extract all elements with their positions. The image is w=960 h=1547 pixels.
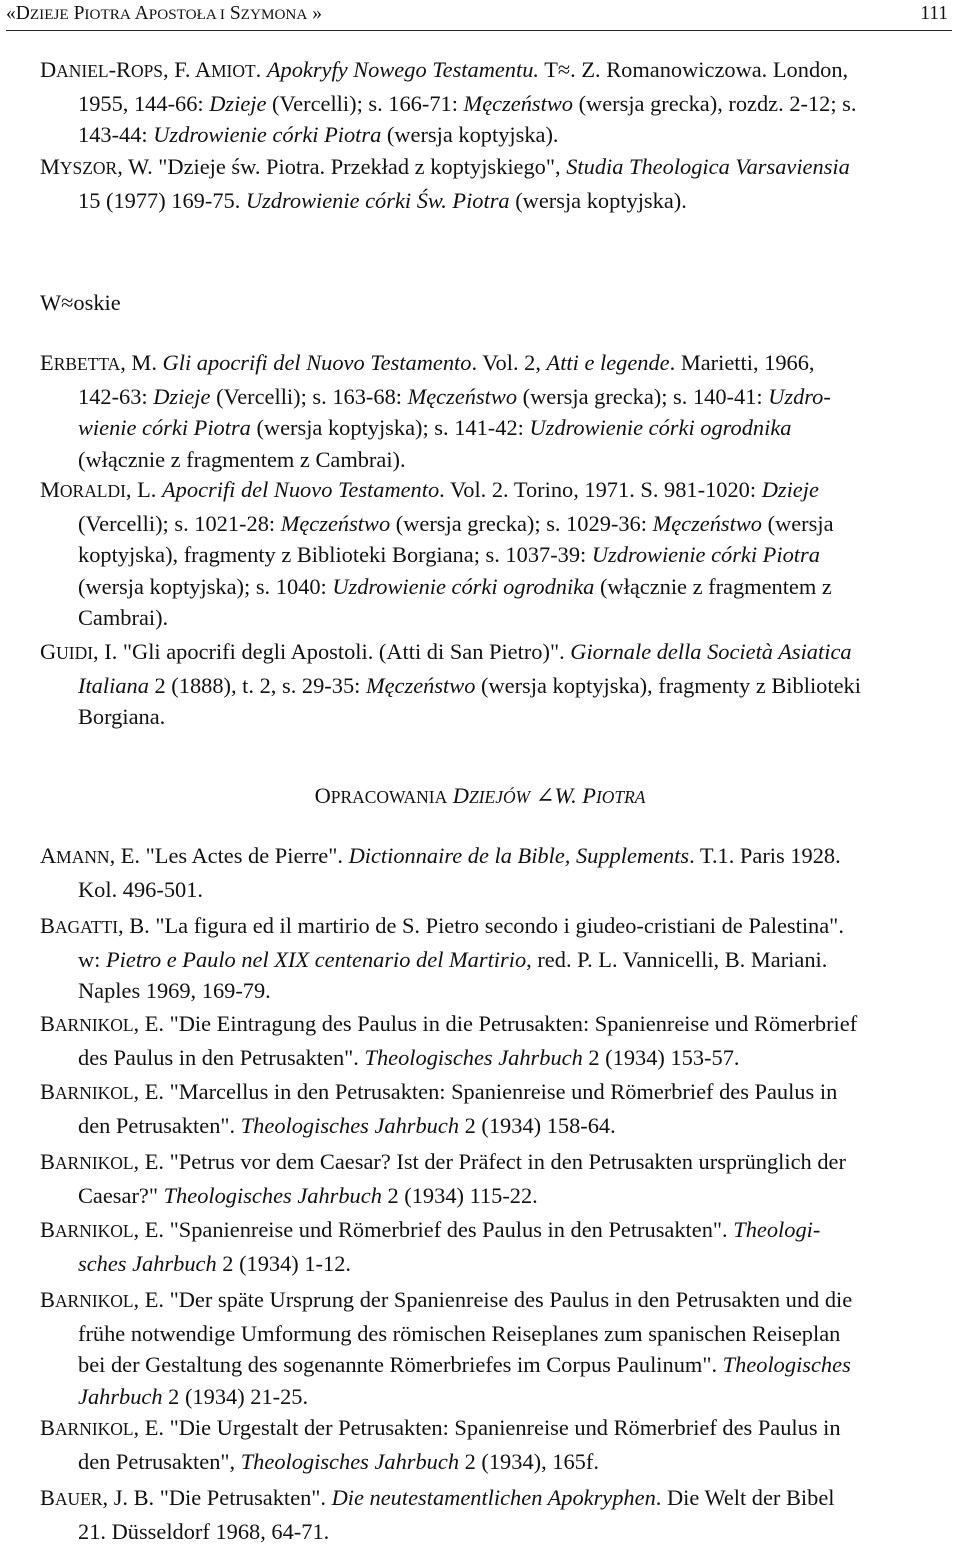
text: , E. "Der späte Ursprung der Spanienreise des Paulus in den Petrusakten und die xyxy=(134,1287,853,1312)
work-title: Pietro e Paulo nel XIX centenario del Martirio xyxy=(106,947,526,972)
entry-line xyxy=(40,944,952,976)
work-title: Męczeństwo xyxy=(366,673,475,698)
text: 15 (1977) 169-75. xyxy=(78,188,246,213)
author-initial: B xyxy=(40,1415,55,1440)
author-name: UIDI xyxy=(56,643,93,663)
entry-line xyxy=(40,1008,952,1042)
author-initial: , F. A xyxy=(163,57,211,82)
text: w: xyxy=(78,947,106,972)
author-initial: M xyxy=(40,477,60,502)
author-initial: B xyxy=(40,1011,55,1036)
entry-line xyxy=(40,910,952,944)
running-head-title xyxy=(6,0,322,29)
author-initial: -R xyxy=(109,57,131,82)
bibliography-entry-barnikol-eintragung xyxy=(40,1008,952,1073)
text: 2 (1934), 165f. xyxy=(459,1449,599,1474)
text: den Petrusakten". xyxy=(78,1113,241,1138)
work-title: Dzieje xyxy=(209,91,266,116)
work-title: Jahrbuch xyxy=(78,1384,163,1409)
heading-text: ∠W. P xyxy=(530,783,596,808)
heading-text: IOTRA xyxy=(596,787,646,807)
work-title: Studia Theologica Varsaviensia xyxy=(566,154,850,179)
text: , E. "Marcellus in den Petrusakten: Spanienreise und Römerbrief des Paulus in xyxy=(134,1079,838,1104)
work-title: Uzdro- xyxy=(768,384,831,409)
work-title: Apocrifi del Nuovo Testamento xyxy=(162,477,439,502)
text: den Petrusakten", xyxy=(78,1449,241,1474)
entry-line xyxy=(40,1248,952,1280)
work-title: Theologisches Jahrbuch xyxy=(241,1449,459,1474)
text: 143-44: xyxy=(78,122,153,147)
bibliography-entry-bauer xyxy=(40,1482,952,1547)
entry-line xyxy=(40,347,952,381)
entry-line xyxy=(40,185,952,217)
work-title: Męczeństwo xyxy=(653,511,762,536)
text: . Marietti, 1966, xyxy=(670,350,815,375)
author-initial: B xyxy=(40,1287,55,1312)
rh-text: ZIEJE xyxy=(30,6,69,23)
entry-line: (włącznie z fragmentem z Cambrai). xyxy=(40,444,952,476)
heading-text: O xyxy=(315,783,331,808)
text: 2 (1934) 158-64. xyxy=(459,1113,616,1138)
bibliography-entry-erbetta xyxy=(40,347,952,475)
bibliography-entry-myszor xyxy=(40,151,952,216)
bibliography-entry-barnikol-marcellus xyxy=(40,1076,952,1141)
work-title: Theologisches Jahrbuch xyxy=(164,1183,382,1208)
author-initial: G xyxy=(40,639,56,664)
author-name: ARNIKOL xyxy=(55,1291,134,1311)
work-title: Męczeństwo xyxy=(408,384,517,409)
author-name: ANIEL xyxy=(56,61,108,81)
text: , E. "Spanienreise und Römerbrief des Paulus in den Petrusakten". xyxy=(134,1217,734,1242)
author-initial: B xyxy=(40,1079,55,1104)
work-title: Theologisches xyxy=(723,1352,851,1377)
author-name: AUER xyxy=(55,1489,103,1509)
rh-text: S xyxy=(225,3,241,24)
text: , E. "Die Urgestalt der Petrusakten: Spanienreise und Römerbrief des Paulus in xyxy=(134,1415,841,1440)
bibliography-entry-barnikol-spanienreise xyxy=(40,1214,952,1279)
text: , M. xyxy=(120,350,162,375)
work-title: Męczeństwo xyxy=(281,511,390,536)
entry-line xyxy=(40,1214,952,1248)
entry-line xyxy=(40,381,952,413)
entry-line xyxy=(40,1042,952,1074)
text: , E. "Les Actes de Pierre". xyxy=(110,843,349,868)
entry-line xyxy=(40,1381,952,1413)
section-heading-opracowania xyxy=(0,780,960,814)
text: 1955, 144-66: xyxy=(78,91,209,116)
bibliography-entry-bagatti xyxy=(40,910,952,1007)
text: (wersja koptyjska). xyxy=(381,122,558,147)
bibliography-entry-guidi xyxy=(40,636,952,733)
text: T≈. Z. Romanowiczowa. London, xyxy=(539,57,848,82)
text: (wersja koptyjska), fragmenty z Biblioteki xyxy=(475,673,861,698)
text: 142-63: xyxy=(78,384,153,409)
entry-line xyxy=(40,571,952,603)
text: , B. "La figura ed il martirio de S. Pietro secondo i giudeo-cristiani de Palestina". xyxy=(118,913,844,938)
rh-text: ZYMONA xyxy=(241,6,308,23)
author-initial: A xyxy=(40,843,56,868)
author-name: ARNIKOL xyxy=(55,1083,134,1103)
text: (Vercelli); s. 163-68: xyxy=(210,384,407,409)
text: (Vercelli); s. 1021-28: xyxy=(78,511,281,536)
author-name: YSZOR xyxy=(60,158,117,178)
entry-line xyxy=(40,539,952,571)
work-title: Apokryfy Nowego Testamentu. xyxy=(267,57,539,82)
work-title: Uzdrowienie córki Piotra xyxy=(153,122,381,147)
entry-line xyxy=(40,1412,952,1446)
entry-line xyxy=(40,1146,952,1180)
text: des Paulus in den Petrusakten". xyxy=(78,1045,365,1070)
bibliography-entry-daniel-rops xyxy=(40,54,952,151)
author-initial: B xyxy=(40,1485,55,1510)
author-name: MANN xyxy=(56,847,109,867)
bibliography-entry-barnikol-petrus xyxy=(40,1146,952,1211)
bibliography-entry-barnikol-urgestalt xyxy=(40,1412,952,1477)
work-title: Uzdrowienie córki Św. Piotra xyxy=(246,188,510,213)
author-initial: B xyxy=(40,1217,55,1242)
text: , J. B. "Die Petrusakten". xyxy=(103,1485,332,1510)
work-title: Theologisches Jahrbuch xyxy=(241,1113,459,1138)
text: , E. "Petrus vor dem Caesar? Ist der Präfect in den Petrusakten ursprünglich der xyxy=(134,1149,846,1174)
text: (wersja grecka); s. 1029-36: xyxy=(390,511,652,536)
entry-line xyxy=(40,1284,952,1318)
work-title: Uzdrowienie córki ogrodnika xyxy=(529,415,791,440)
work-title: Uzdrowienie córki Piotra xyxy=(592,542,820,567)
text: (wersja xyxy=(762,511,834,536)
heading-text: PRACOWANIA xyxy=(331,787,447,807)
entry-line: frühe notwendige Umformung des römischen Reiseplanes zum spanischen Reiseplan xyxy=(40,1318,952,1350)
author-name: ARNIKOL xyxy=(55,1221,134,1241)
rh-text: A xyxy=(131,3,149,24)
text: 2 (1888), t. 2, s. 29-35: xyxy=(149,673,366,698)
rh-text: P xyxy=(69,3,85,24)
work-title: Italiana xyxy=(78,673,149,698)
entry-line xyxy=(40,1180,952,1212)
entry-line xyxy=(40,840,952,874)
entry-line xyxy=(40,1446,952,1478)
work-title: Gli apocrifi del Nuovo Testamento xyxy=(163,350,472,375)
author-name: ORALDI xyxy=(60,481,126,501)
work-title: Theologisches Jahrbuch xyxy=(365,1045,583,1070)
rh-text: » xyxy=(307,3,322,24)
heading-text: ZIEJÓW xyxy=(469,787,530,807)
entry-line: Kol. 496-501. xyxy=(40,874,952,906)
text: . Vol. 2, xyxy=(471,350,546,375)
text: (wersja koptyjska); s. 141-42: xyxy=(251,415,530,440)
author-name: RBETTA xyxy=(54,354,121,374)
work-title: Die neutestamentlichen Apokryphen xyxy=(332,1485,656,1510)
text: . T.1. Paris 1928. xyxy=(689,843,841,868)
author-initial: D xyxy=(40,57,56,82)
author-name: ARNIKOL xyxy=(55,1419,134,1439)
heading-text: D xyxy=(447,783,469,808)
author-initial: B xyxy=(40,1149,55,1174)
text: 2 (1934) 21-25. xyxy=(163,1384,309,1409)
text: 2 (1934) 1-12. xyxy=(217,1251,351,1276)
text: (wersja koptyjska); s. 1040: xyxy=(78,574,332,599)
rh-text: POSTOŁA I xyxy=(149,6,225,23)
text: bei der Gestaltung des sogenannte Römerbriefes im Corpus Paulinum". xyxy=(78,1352,723,1377)
entry-line xyxy=(40,636,952,670)
entry-line xyxy=(40,151,952,185)
rh-text: « xyxy=(6,3,16,24)
entry-line xyxy=(40,412,952,444)
text: , L. xyxy=(126,477,162,502)
work-title: Męczeństwo xyxy=(464,91,573,116)
running-head xyxy=(6,0,952,31)
work-title: Uzdrowienie córki ogrodnika xyxy=(332,574,594,599)
text: (wersja grecka); s. 140-41: xyxy=(517,384,768,409)
author-initial: B xyxy=(40,913,55,938)
bibliography-entry-amann xyxy=(40,840,952,905)
entry-line xyxy=(40,119,952,151)
entry-line xyxy=(40,1349,952,1381)
work-title: Dictionnaire de la Bible, Supplements xyxy=(349,843,690,868)
text: . xyxy=(256,57,267,82)
entry-line xyxy=(40,1076,952,1110)
text: (włącznie z fragmentem z xyxy=(594,574,831,599)
text: . Die Welt der Bibel xyxy=(656,1485,835,1510)
work-title: Giornale della Società Asiatica xyxy=(570,639,851,664)
work-title: wienie córki Piotra xyxy=(78,415,251,440)
section-heading-wloskie: W≈oskie xyxy=(40,287,121,319)
entry-line: Borgiana. xyxy=(40,701,952,733)
author-initial: M xyxy=(40,154,60,179)
text: 2 (1934) 115-22. xyxy=(382,1183,538,1208)
work-title: Dzieje xyxy=(762,477,819,502)
text: . Vol. 2. Torino, 1971. S. 981-1020: xyxy=(439,477,762,502)
author-name: OPS xyxy=(131,61,163,81)
text: Caesar?" xyxy=(78,1183,164,1208)
entry-line: Naples 1969, 169-79. xyxy=(40,975,952,1007)
text: , E. "Die Eintragung des Paulus in die Petrusakten: Spanienreise und Römerbrief xyxy=(134,1011,858,1036)
entry-line xyxy=(40,88,952,120)
author-initial: E xyxy=(40,350,54,375)
entry-line: Cambrai). xyxy=(40,602,952,634)
text: (wersja koptyjska). xyxy=(510,188,687,213)
entry-line xyxy=(40,474,952,508)
entry-line xyxy=(40,670,952,702)
work-title: Atti e legende xyxy=(547,350,670,375)
text: (Vercelli); s. 166-71: xyxy=(266,91,463,116)
text: , red. P. L. Vannicelli, B. Mariani. xyxy=(526,947,827,972)
work-title: Theologi- xyxy=(733,1217,820,1242)
entry-line: 21. Düsseldorf 1968, 64-71. xyxy=(40,1516,952,1547)
rh-text: IOTRA xyxy=(84,6,130,23)
work-title: Dzieje xyxy=(153,384,210,409)
entry-line xyxy=(40,1482,952,1516)
author-name: ARNIKOL xyxy=(55,1015,134,1035)
bibliography-entry-barnikol-ursprung xyxy=(40,1284,952,1412)
text: 2 (1934) 153-57. xyxy=(583,1045,740,1070)
text: , W. "Dzieje św. Piotra. Przekład z koptyjskiego", xyxy=(117,154,566,179)
author-name: AGATTI xyxy=(55,917,118,937)
text: , I. "Gli apocrifi degli Apostoli. (Atti di San Pietro)". xyxy=(93,639,570,664)
text: (wersja grecka), rozdz. 2-12; s. xyxy=(573,91,857,116)
rh-text: D xyxy=(16,3,30,24)
work-title: sches Jahrbuch xyxy=(78,1251,217,1276)
entry-line xyxy=(40,508,952,540)
entry-line xyxy=(40,54,952,88)
bibliography-entry-moraldi xyxy=(40,474,952,634)
author-name: ARNIKOL xyxy=(55,1153,134,1173)
page-number: 111 xyxy=(920,0,948,28)
entry-line xyxy=(40,1110,952,1142)
text: koptyjska), fragmenty z Biblioteki Borgiana; s. 1037-39: xyxy=(78,542,592,567)
author-name: MIOT xyxy=(211,61,256,81)
